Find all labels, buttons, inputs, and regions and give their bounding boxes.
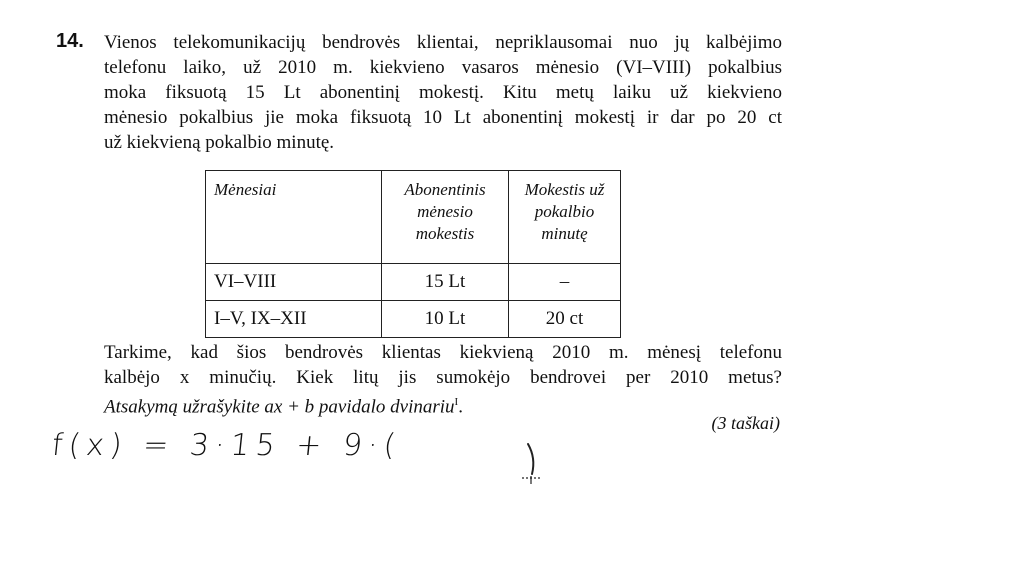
- header-months: Mėnesiai: [206, 171, 382, 264]
- header-minute-fee: Mokestis už pokalbio minutę: [509, 171, 621, 264]
- cell-monthly-fee: 10 Lt: [382, 301, 509, 338]
- problem-line: moka fiksuotą 15 Lt abonentinį mokestį. Kitu metų laiku už kiekvieno: [104, 82, 782, 103]
- table-row: [206, 301, 621, 338]
- cell-monthly-fee: 15 Lt: [382, 264, 509, 301]
- question-instruction-line: [104, 390, 782, 419]
- cell-minute-fee: –: [509, 264, 621, 301]
- cell-months: I–V, IX–XII: [206, 301, 382, 338]
- header-monthly-fee: Abonentinis mėnesio mokestis: [382, 171, 509, 264]
- problem-line: mėnesio pokalbius jie moka fiksuotą 10 Lt abonentinį mokestį ir dar po 20 ct: [104, 107, 782, 128]
- handwritten-formula: f(x) = 3·15 + 9·(: [50, 428, 404, 463]
- cell-months: VI–VIII: [206, 264, 382, 301]
- footnote-mark: I: [454, 396, 459, 408]
- table-header-row: [206, 171, 621, 264]
- instruction-period: .: [458, 396, 463, 418]
- answer-instruction: Atsakymą užrašykite ax + b pavidalo dvinariu: [104, 396, 455, 418]
- cell-minute-fee: 20 ct: [509, 301, 621, 338]
- question-text: [104, 340, 782, 419]
- problem-number: 14.: [56, 30, 84, 52]
- handwritten-paren-mark: [516, 440, 546, 486]
- problem-line: už kiekvieną pokalbio minutę.: [104, 132, 335, 153]
- problem-line: Vienos telekomunikacijų bendrovės klientai, nepriklausomai nuo jų kalbėjimo: [104, 32, 782, 53]
- tariff-table: [205, 170, 621, 338]
- question-line: kalbėjo x minučių. Kiek litų jis sumokėjo bendrovei per 2010 metus?: [104, 367, 782, 388]
- table-row: [206, 264, 621, 301]
- problem-line: telefonu laiko, už 2010 m. kiekvieno vasaros mėnesio (VI–VIII) pokalbius: [104, 57, 782, 78]
- question-line: Tarkime, kad šios bendrovės klientas kiekvieną 2010 m. mėnesį telefonu: [104, 342, 782, 363]
- problem-text: [104, 30, 782, 155]
- points-label: (3 taškai): [711, 413, 780, 433]
